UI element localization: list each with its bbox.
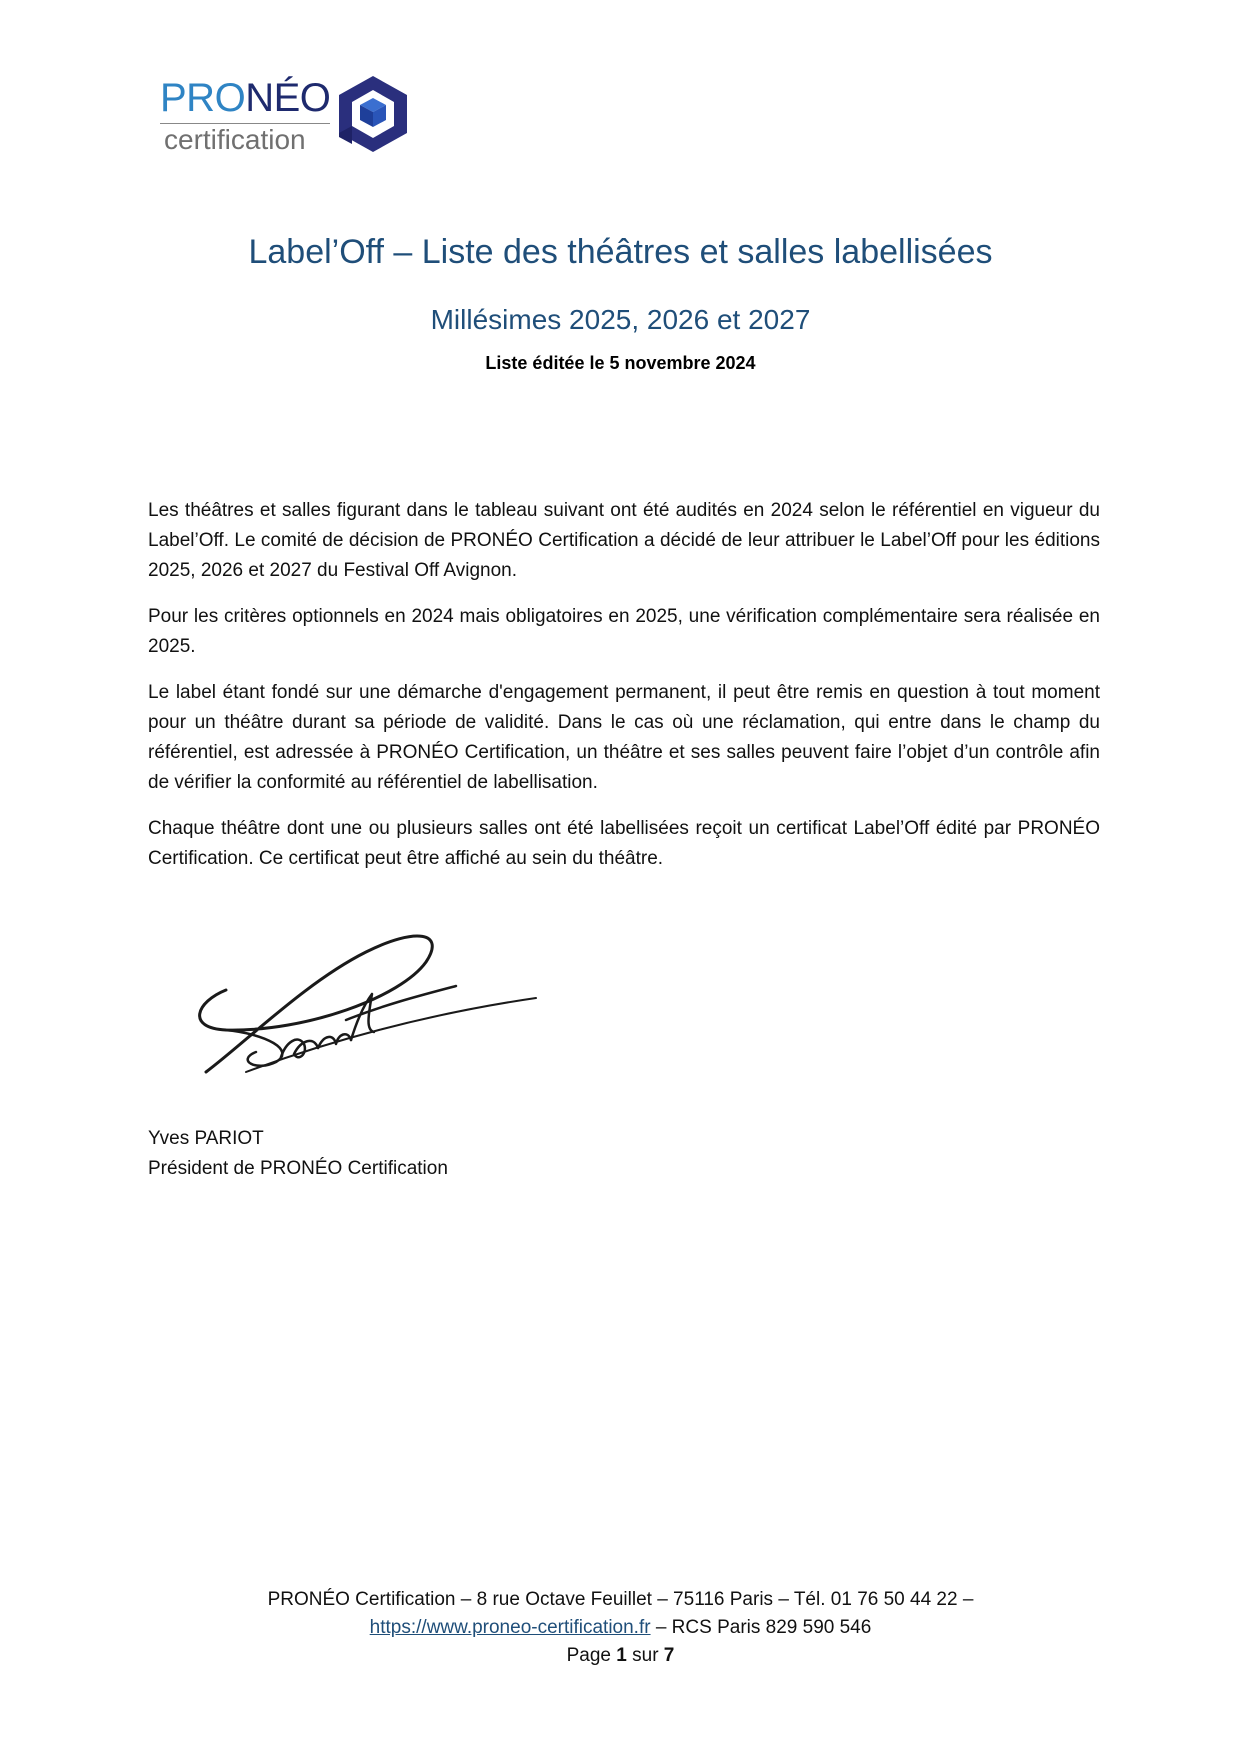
intro-body bbox=[148, 496, 1100, 890]
paragraph: Les théâtres et salles figurant dans le tableau suivant ont été audités en 2024 selon le référentiel en vigueur du Label’Off. Le comité de décision de PRONÉO Certification a décidé de leur attribuer le Label’Off pour les éditions 2025, 2026 et 2027 du Festival Off Avignon. bbox=[148, 500, 1100, 581]
logo-brand-part1: PRO bbox=[160, 76, 246, 120]
page-current: 1 bbox=[616, 1645, 627, 1666]
paragraph: Chaque théâtre dont une ou plusieurs salles ont été labellisées reçoit un certificat Label’Off édité par PRONÉO Certification. Ce certificat peut être affiché au sein du théâtre. bbox=[148, 818, 1100, 869]
page-title: Label’Off – Liste des théâtres et salles labellisées bbox=[248, 233, 993, 271]
page-total: 7 bbox=[663, 1645, 675, 1666]
page-prefix: Page bbox=[566, 1645, 617, 1666]
footer-rcs: – RCS Paris 829 590 546 bbox=[650, 1617, 872, 1638]
footer-web-line bbox=[0, 1614, 1241, 1642]
page-footer bbox=[0, 1586, 1241, 1670]
footer-address: PRONÉO Certification – 8 rue Octave Feuillet – 75116 Paris – Tél. 01 76 50 44 22 – bbox=[267, 1589, 974, 1610]
edition-date: Liste éditée le 5 novembre 2024 bbox=[485, 353, 756, 373]
paragraph: Le label étant fondé sur une démarche d'engagement permanent, il peut être remis en question à tout moment pour un théâtre durant sa période de validité. Dans le cas où une réclamation, qui entre dans le champ du référentiel, est adressée à PRONÉO Certification, un théâtre et ses salles peuvent faire l’objet d’un contrôle afin de vérifier la conformité au référentiel de labellisation. bbox=[148, 682, 1100, 793]
page-mid: sur bbox=[626, 1645, 664, 1666]
website-link[interactable]: https://www.proneo-certification.fr bbox=[369, 1617, 651, 1638]
page-subtitle: Millésimes 2025, 2026 et 2027 bbox=[430, 304, 811, 335]
signatory-block bbox=[148, 1124, 448, 1184]
proneo-logo bbox=[160, 78, 420, 158]
handwritten-signature bbox=[186, 922, 546, 1092]
page-number bbox=[0, 1642, 1241, 1670]
logo-brand-part2: NÉO bbox=[245, 76, 331, 120]
signatory-role: Président de PRONÉO Certification bbox=[148, 1158, 448, 1179]
signatory-name: Yves PARIOT bbox=[148, 1128, 264, 1149]
logo-brand-name bbox=[160, 78, 330, 118]
paragraph: Pour les critères optionnels en 2024 mais obligatoires en 2025, une vérification complémentaire sera réalisée en 2025. bbox=[148, 606, 1100, 657]
hexagon-cube-logo-icon bbox=[336, 74, 410, 154]
logo-brand-sub: certification bbox=[164, 124, 306, 155]
